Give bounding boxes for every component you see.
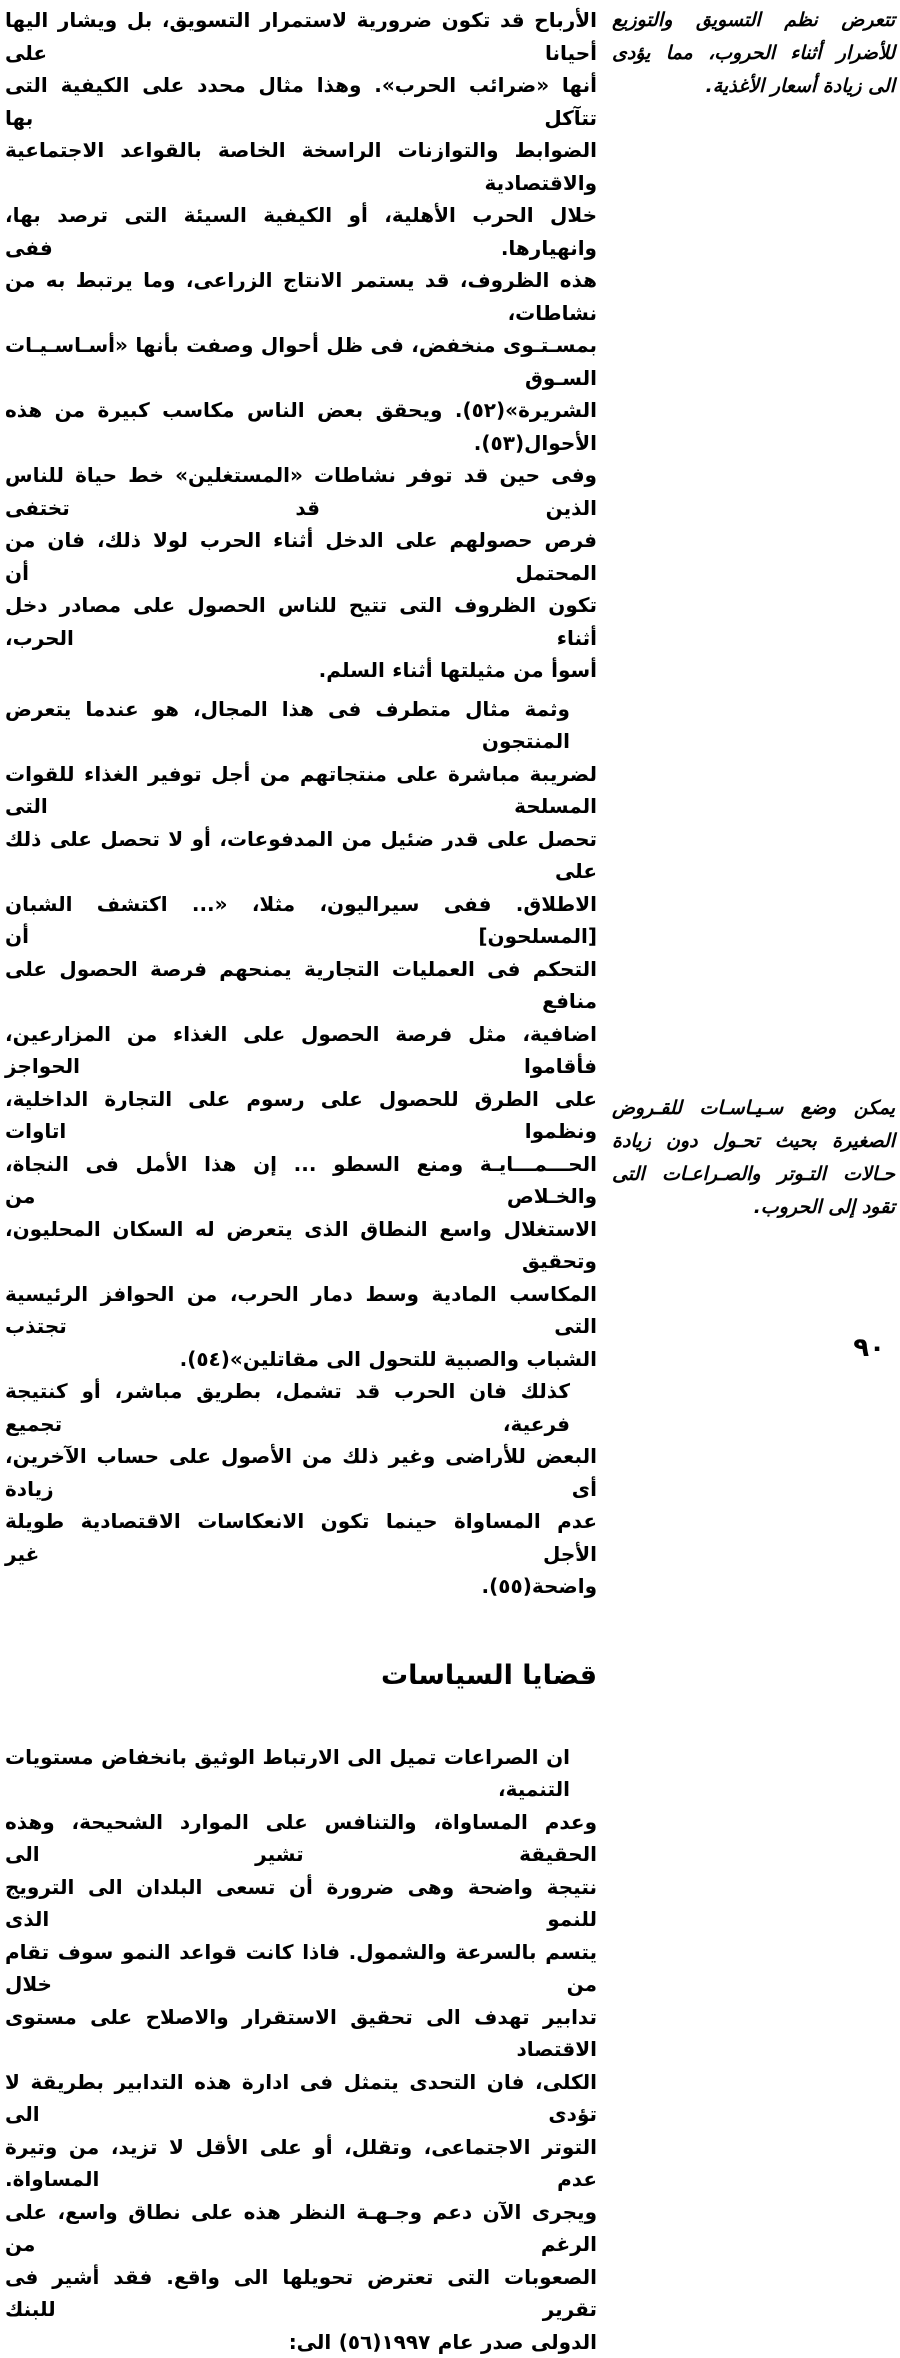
text-line: التحكم فى العمليات التجارية يمنحهم فرصة الحصول على منافع — [5, 953, 597, 1018]
text-line: البعض للأراضى وغير ذلك من الأصول على حساب الآخرين، أى زيادة — [5, 1440, 597, 1505]
text-line: الضوابط والتوازنات الراسخة الخاصة بالقواعد الاجتماعية والاقتصادية — [5, 134, 597, 199]
text-line: أنها «ضرائب الحرب». وهذا مثال محدد على الكيفية التى تتآكل بها — [5, 69, 597, 134]
text-line: وفى حين قد توفر نشاطات «المستغلين» خط حياة للناس الذين قد تختفى — [5, 459, 597, 524]
paragraph-conflicts-development — [5, 1741, 597, 2358]
text-line: تحصل على قدر ضئيل من المدفوعات، أو لا تحصل على ذلك على — [5, 823, 597, 888]
text-line: تقود إلى الحروب. — [612, 1191, 895, 1224]
text-line: الاستغلال واسع النطاق الذى يتعرض له السكان المحليون، وتحقيق — [5, 1213, 597, 1278]
paragraph-extreme-example-sierra-leone — [5, 693, 597, 1376]
page-number: ٩٠ — [853, 1332, 885, 1364]
text-line: يتسم بالسرعة والشمول. فاذا كانت قواعد النمو سوف تقام من خلال — [5, 1936, 597, 2001]
text-line: للأضرار أثناء الحروب، مما يؤدى — [612, 37, 895, 70]
margin-note-marketing-systems — [612, 4, 895, 103]
text-line: الكلى، فان التحدى يتمثل فى ادارة هذه التدابير بطريقة لا تؤدى الى — [5, 2066, 597, 2131]
text-line: الشباب والصبية للتحول الى مقاتلين»(٥٤). — [5, 1343, 597, 1376]
text-line: تكون الظروف التى تتيح للناس الحصول على مصادر دخل أثناء الحرب، — [5, 589, 597, 654]
text-line: خلال الحرب الأهلية، أو الكيفية السيئة التى ترصد بها، وانهيارها. ففى — [5, 199, 597, 264]
text-line: يمكن وضع سـيـاسـات للقـروض — [612, 1092, 895, 1125]
text-line: الصغيرة بحيث تحـول دون زيادة — [612, 1125, 895, 1158]
main-text-column — [5, 4, 597, 2358]
paragraph-exploiters-lifeline — [5, 459, 597, 687]
text-line: ويجرى الآن دعم وجـهـة النظر هذه على نطاق واسع، على الرغم من — [5, 2196, 597, 2261]
text-line: الدولى صدر عام ١٩٩٧(٥٦) الى: — [5, 2326, 597, 2358]
text-line: التوتر الاجتماعى، وتقلل، أو على الأقل لا تزيد، من وتيرة عدم المساواة. — [5, 2131, 597, 2196]
section-heading-policy-issues: قضايا السياسات — [5, 1656, 597, 1696]
text-line: تتعرض نظم التسويق والتوزيع — [612, 4, 895, 37]
text-line: الحـــمـــايـة ومنع السطو ... إن هذا الأمل فى النجاة، والخـلاص من — [5, 1148, 597, 1213]
text-line: الأرباح قد تكون ضرورية لاستمرار التسويق، بل ويشار اليها أحيانا على — [5, 4, 597, 69]
text-line: تدابير تهدف الى تحقيق الاستقرار والاصلاح على مستوى الاقتصاد — [5, 2001, 597, 2066]
text-line: ان الصراعات تميل الى الارتباط الوثيق بانخفاض مستويات التنمية، — [5, 1741, 597, 1806]
text-line: على الطرق للحصول على رسوم على التجارة الداخلية، ونظموا اتاوات — [5, 1083, 597, 1148]
text-line: هذه الظروف، قد يستمر الانتاج الزراعى، وما يرتبط به من نشاطات، — [5, 264, 597, 329]
text-line: وعدم المساواة، والتنافس على الموارد الشحيحة، وهذه الحقيقة تشير الى — [5, 1806, 597, 1871]
margin-note-microcredit-policies — [612, 1092, 895, 1224]
text-line: كذلك فان الحرب قد تشمل، بطريق مباشر، أو كنتيجة فرعية، تجميع — [5, 1375, 597, 1440]
text-line: وثمة مثال متطرف فى هذا المجال، هو عندما يتعرض المنتجون — [5, 693, 597, 758]
text-line: الاطلاق. ففى سيراليون، مثلا، «... اكتشف الشبان [المسلحون] أن — [5, 888, 597, 953]
text-line: حـالات التـوتر والصـراعـات التى — [612, 1158, 895, 1191]
paragraph-war-taxes — [5, 4, 597, 459]
text-line: بمسـتـوى منخفض، فى ظل أحوال وصفت بأنها «أسـاسـيـات السـوق — [5, 329, 597, 394]
text-line: نتيجة واضحة وهى ضرورة أن تسعى البلدان الى الترويج للنمو الذى — [5, 1871, 597, 1936]
text-line: فرص حصولهم على الدخل أثناء الحرب لولا ذلك، فان من المحتمل أن — [5, 524, 597, 589]
text-line: الصعوبات التى تعترض تحويلها الى واقع. فقد أشير فى تقرير للبنك — [5, 2261, 597, 2326]
text-line: عدم المساواة حينما تكون الانعكاسات الاقتصادية طويلة الأجل غير — [5, 1505, 597, 1570]
text-line: الشريرة»(٥٢). ويحقق بعض الناس مكاسب كبيرة من هذه الأحوال(٥٣). — [5, 394, 597, 459]
text-line: لضريبة مباشرة على منتجاتهم من أجل توفير الغذاء للقوات المسلحة التى — [5, 758, 597, 823]
text-line: اضافية، مثل فرصة الحصول على الغذاء من المزارعين، فأقاموا الحواجز — [5, 1018, 597, 1083]
text-line: الى زيادة أسعار الأغذية. — [612, 70, 895, 103]
paragraph-land-accumulation — [5, 1375, 597, 1603]
text-line: أسوأ من مثيلتها أثناء السلم. — [5, 654, 597, 687]
text-line: المكاسب المادية وسط دمار الحرب، من الحوافز الرئيسية التى تجتذب — [5, 1278, 597, 1343]
text-line: واضحة(٥٥). — [5, 1570, 597, 1603]
